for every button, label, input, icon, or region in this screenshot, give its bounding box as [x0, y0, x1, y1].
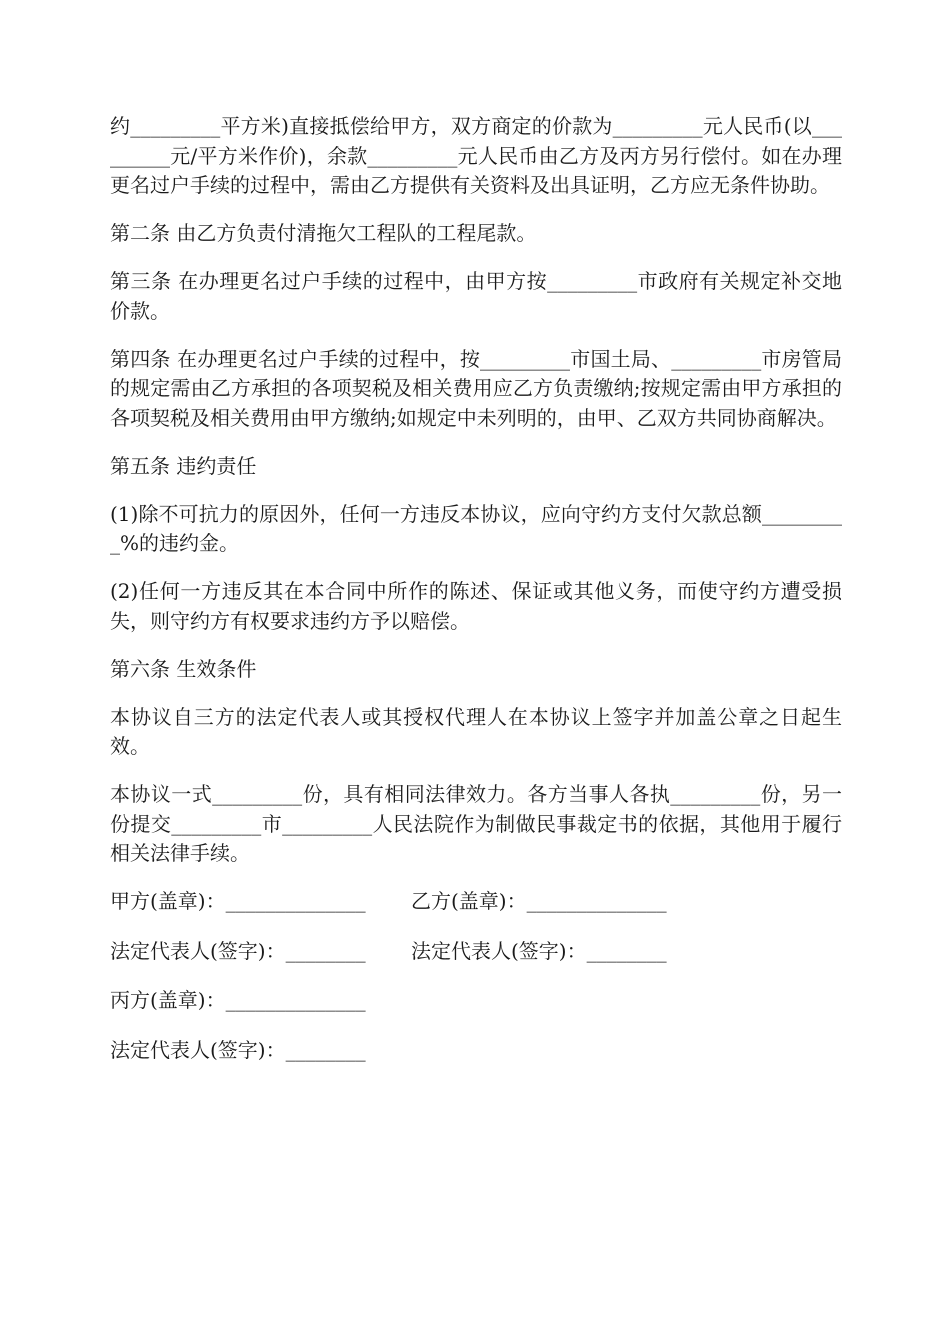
clause-2: 第二条 由乙方负责付清拖欠工程队的工程尾款。 — [110, 221, 537, 245]
clause-1-continuation: 约_________平方米)直接抵偿给甲方，双方商定的价款为_________元人民币(以_________元/平方米作价)，余款_________元人民币由乙方及丙方另行偿付。如在办理更名过户手续的过程中，需由乙方提供有关资料及出具证明，乙方应无条件协助。 — [110, 114, 842, 197]
party-a-rep-field: 法定代表人(签字)：________ — [110, 938, 366, 963]
party-c-rep-field: 法定代表人(签字)：________ — [110, 1037, 366, 1062]
signature-row-reps-ab — [110, 937, 842, 967]
party-b-rep-field: 法定代表人(签字)：________ — [411, 938, 667, 963]
clause-4: 第四条 在办理更名过户手续的过程中，按_________市国土局、_________市房管局的规定需由乙方承担的各项契税及相关费用应乙方负责缴纳;按规定需由甲方承担的各项契税及相关费用由甲方缴纳;如规定中未列明的，由甲、乙双方共同协商解决。 — [110, 346, 842, 430]
clause-6-copies: 本协议一式_________份，具有相同法律效力。各方当事人各执_________份，另一份提交_________市_________人民法院作为制做民事裁定书的依据，其他用于履行相关法律手续。 — [110, 782, 842, 865]
signature-row-seal-c — [110, 986, 842, 1016]
signature-row-rep-c — [110, 1036, 842, 1066]
signature-row-seals-ab — [110, 887, 842, 917]
clause-5-heading: 第五条 违约责任 — [110, 453, 257, 478]
party-a-seal-field: 甲方(盖章)：______________ — [110, 889, 366, 913]
party-c-seal-field: 丙方(盖章)：______________ — [110, 988, 366, 1012]
clause-3: 第三条 在办理更名过户手续的过程中，由甲方按_________市政府有关规定补交地价款。 — [110, 269, 842, 323]
party-b-seal-field: 乙方(盖章)：______________ — [411, 889, 667, 913]
clause-6-heading: 第六条 生效条件 — [110, 656, 257, 681]
clause-5-item-1: (1)除不可抗力的原因外，任何一方违反本协议，应向守约方支付欠款总额_________%的违约金。 — [110, 501, 842, 555]
clause-6-effect: 本协议自三方的法定代表人或其授权代理人在本协议上签字并加盖公章之日起生效。 — [110, 704, 842, 758]
clause-5-item-2: (2)任何一方违反其在本合同中所作的陈述、保证或其他义务，而使守约方遭受损失，则守约方有权要求违约方予以赔偿。 — [110, 579, 842, 633]
contract-document — [110, 112, 842, 1085]
